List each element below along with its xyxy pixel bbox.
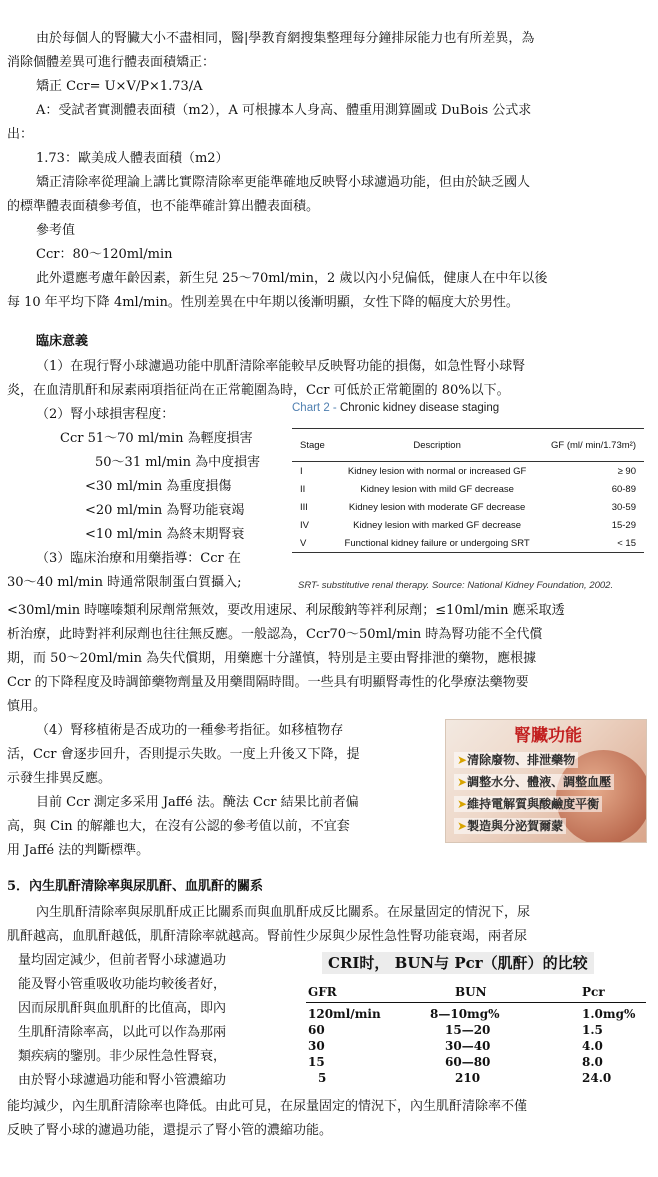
bun-cell: 30—40 [445,1039,491,1053]
table-caption [292,400,499,416]
text-line: 類疾病的鑒別。非少尿性急性腎衰， [18,1049,227,1064]
caption-title: Chronic kidney disease staging [339,402,500,414]
stage-cell: II [300,483,306,495]
text-line: 出： [7,127,34,142]
stage-cell: V [300,537,307,549]
text-line: 能均減少，內生肌酐清除率也降低。由此可見，在尿量固定的情況下，內生肌酐清除率不僅 [7,1099,528,1114]
clinical-heading: 臨床意義 [36,334,89,349]
text-line: 示發生排異反應。 [7,771,112,786]
kidney-function-image [445,719,647,843]
pcr-cell: 24.0 [582,1071,612,1085]
text-line: 慎用。 [7,699,47,714]
kidney-function-item [454,796,602,812]
table-row [292,462,644,481]
ckd-staging-table [292,400,648,592]
bun-cell: 15—20 [445,1023,491,1037]
text-line: 因而尿肌酐與血肌酐的比值高，即內 [18,1001,227,1016]
pcr-cell: 1.0mg% [582,1007,636,1021]
gf-cell: < 15 [617,537,636,549]
table-row [292,516,644,534]
text-line: 1.73：歐美成人體表面積（m2） [36,151,229,166]
reference-label: 參考值 [36,223,76,238]
caption-prefix: Chart 2 - [292,402,340,414]
text-line: Ccr 的下降程度及時調節藥物劑量及用藥間隔時間。一些具有明顯腎毒性的化學療法藥物要 [7,675,529,690]
text-line: 能及腎小管重吸收功能均較後者好， [18,977,227,992]
gf-cell: 15-29 [611,519,636,531]
damage-level: <10 ml/min 為終末期腎衰 [85,527,245,542]
damage-level: <20 ml/min 為腎功能衰竭 [85,503,245,518]
header-pcr: Pcr [582,985,605,999]
text-line: 消除個體差異可進行體表面積矯正： [7,55,216,70]
header-gfr: GFR [308,985,337,999]
arrow-icon: ➤ [457,753,468,767]
text-line: 活，Ccr 會逐步回升，否則提示失敗。一度上升後又下降，提 [7,747,360,762]
cri-comparison-table [300,950,650,1088]
text-line: 目前 Ccr 測定多采用 Jaffé 法。醃法 Ccr 結果比前者偏 [36,795,359,810]
gfr-cell: 30 [308,1039,325,1053]
text-line: <30ml/min 時噻嗪類利尿劑常無效，要改用速尿、利尿酸鈉等袢利尿劑；≤10ml/min 應采取透 [7,603,565,618]
table-header-row [292,429,644,462]
text-line: 由於腎小球濾過功能和腎小管濃縮功 [18,1073,227,1088]
gf-cell: 60-89 [611,483,636,495]
gfr-cell: 120ml/min [308,1007,381,1021]
table-row [292,480,644,498]
section-heading: 5．內生肌酐清除率與尿肌酐、血肌酐的關系 [7,879,264,894]
damage-level: Ccr 51～70 ml/min 為輕度損害 [60,431,253,446]
text-line: 期，而 50～20ml/min 為失代償期，用藥應十分謹慎，特別是主要由腎排泄的藥物，應根據 [7,651,537,666]
text-line: （2）腎小球損害程度： [36,407,175,422]
table-row [292,534,644,553]
kidney-function-label: 清除廢物、排泄藥物 [467,753,576,767]
text-line: 反映了腎小球的濾過功能，還提示了腎小管的濃縮功能。 [7,1123,333,1138]
text-line: 用 Jaffé 法的判斷標準。 [7,843,150,858]
kidney-function-label: 維持電解質與酸鹼度平衡 [467,797,600,811]
kidney-function-item [454,818,566,834]
header-stage: Stage [300,439,325,451]
text-line: 每 10 年平均下降 4ml/min。性別差異在中年期以後漸明顯，女性下降的幅度大於男性。 [7,295,519,310]
gf-cell: 30-59 [611,501,636,513]
text-line: 析治療，此時對袢利尿劑也往往無反應。一般認為，Ccr70～50ml/min 時為腎功能不全代償 [7,627,543,642]
text-line: （1）在現行腎小球濾過功能中肌酐清除率能較早反映腎功能的損傷，如急性腎小球腎 [36,359,526,374]
pcr-cell: 4.0 [582,1039,603,1053]
header-divider [306,1002,646,1003]
pcr-cell: 8.0 [582,1055,603,1069]
staging-table [292,428,644,553]
text-line: 高，與 Cin 的解離也大，在沒有公認的參考值以前，不宜套 [7,819,350,834]
table-footnote: SRT- substitutive renal therapy. Source: National Kidney Foundation, 2002. [298,580,614,591]
description-cell: Kidney lesion with normal or increased GF [347,465,527,477]
text-line: 矯正清除率從理論上講比實際清除率更能準確地反映腎小球濾過功能，但由於缺乏國人 [36,175,531,190]
description-cell: Kidney lesion with mild GF decrease [360,483,514,495]
text-line: 量均固定減少，但前者腎小球濾過功 [18,953,227,968]
text-line: 此外還應考慮年齡因素，新生兒 25～70ml/min，2 歲以內小兒偏低，健康人在中年以後 [36,271,548,286]
gfr-cell: 5 [318,1071,327,1085]
stage-cell: IV [300,519,309,531]
bun-cell: 210 [455,1071,481,1085]
kidney-function-item [454,774,614,790]
cri-table-title: CRI时， BUN与 Pcr（肌酐）的比较 [322,952,594,974]
kidney-image-title: 腎臟功能 [514,726,582,746]
text-line: 內生肌酐清除率與尿肌酐成正比關系而與血肌酐成反比關系。在尿量固定的情況下，尿 [36,905,531,920]
description-cell: Kidney lesion with marked GF decrease [353,519,522,531]
text-line: 炎，在血清肌酐和尿素兩項指征尚在正常範圍為時，Ccr 可低於正常範圍的 80%以下。 [7,383,510,398]
formula-line: 矯正 Ccr= U×V/P×1.73/A [36,79,203,94]
text-line: 肌酐越高，血肌酐越低，肌酐清除率就越高。腎前性少尿與少尿性急性腎功能衰竭，兩者尿 [7,929,528,944]
description-cell: Functional kidney failure or undergoing SRT [344,537,530,549]
text-line: 由於每個人的腎臟大小不盡相同，醫|學教育網搜集整理每分鐘排尿能力也有所差異，為 [36,31,535,46]
kidney-function-label: 調整水分、體液、調整血壓 [467,775,612,789]
arrow-icon: ➤ [457,797,468,811]
bun-cell: 8—10mg% [430,1007,500,1021]
gf-cell: ≥ 90 [617,465,636,477]
bun-cell: 60—80 [445,1055,491,1069]
stage-cell: III [300,501,308,513]
gfr-cell: 15 [308,1055,325,1069]
text-line: （3）臨床治療和用藥指導：Ccr 在 [36,551,241,566]
header-description: Description [413,439,461,451]
text-line: A：受試者實測體表面積（m2），A 可根據本人身高、體重用測算圖或 DuBois 公式求 [36,103,532,118]
text-line: 的標準體表面積參考值，也不能準確計算出體表面積。 [7,199,320,214]
arrow-icon: ➤ [457,775,468,789]
reference-value: Ccr：80～120ml/min [36,247,173,262]
damage-level: <30 ml/min 為重度損傷 [85,479,232,494]
text-line: 30～40 ml/min 時通常限制蛋白質攝入; [7,575,242,590]
kidney-function-item [454,752,578,768]
header-gf: GF (ml/ min/1.73m²) [551,439,636,451]
gfr-cell: 60 [308,1023,325,1037]
kidney-function-label: 製造與分泌賀爾蒙 [467,819,564,833]
text-line: 生肌酐清除率高，以此可以作為那兩 [18,1025,227,1040]
stage-cell: I [300,465,303,477]
text-line: （4）腎移植術是否成功的一種參考指征。如移植物存 [36,723,344,738]
table-row [292,498,644,516]
header-bun: BUN [455,985,487,999]
pcr-cell: 1.5 [582,1023,603,1037]
description-cell: Kidney lesion with moderate GF decrease [348,501,526,513]
arrow-icon: ➤ [457,819,468,833]
damage-level: 50～31 ml/min 為中度損害 [95,455,261,470]
